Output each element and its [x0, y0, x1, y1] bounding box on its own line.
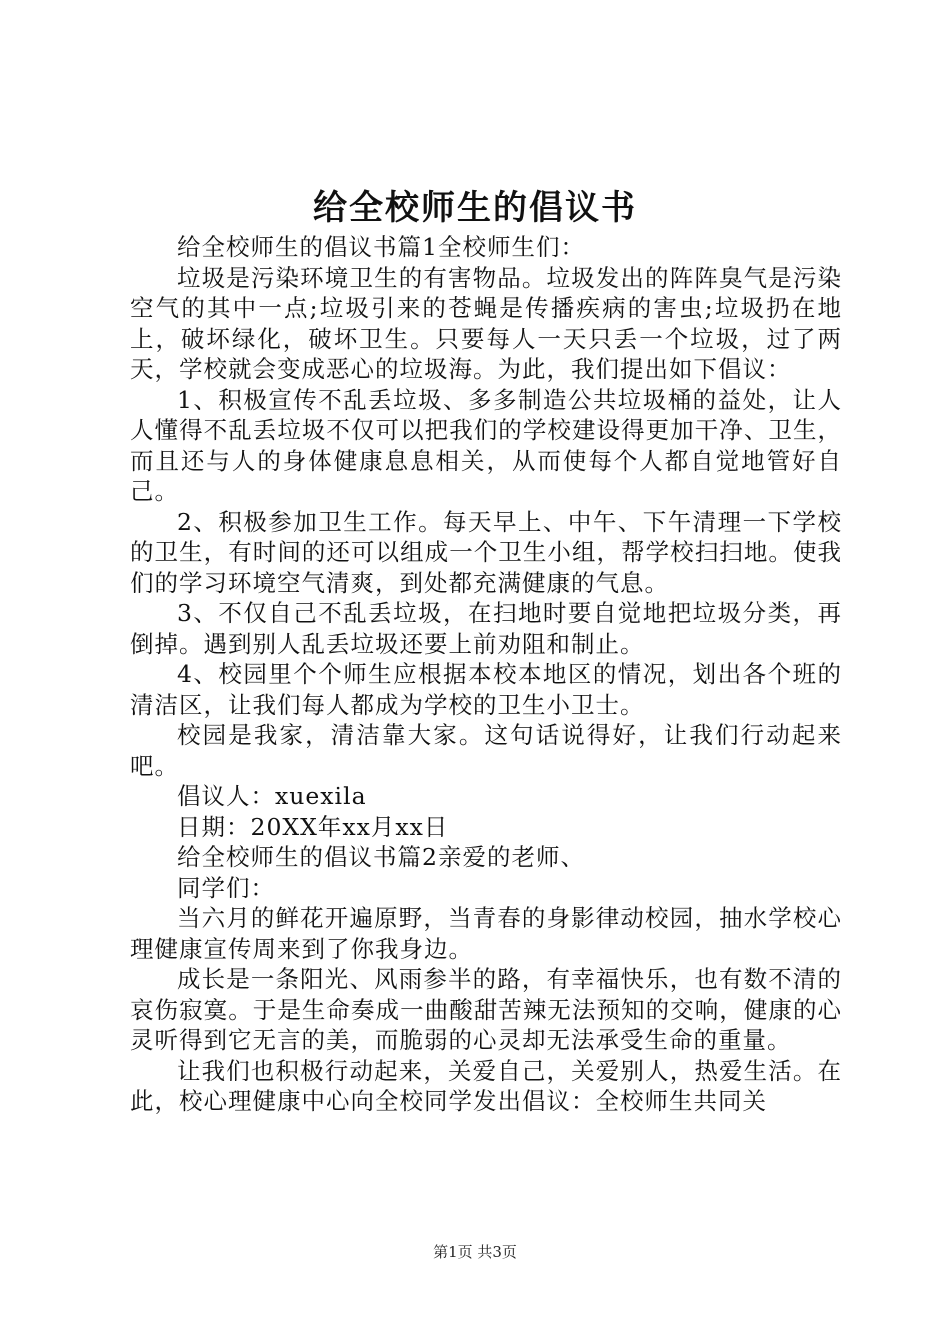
paragraph: 3、不仅自己不乱丢垃圾，在扫地时要自觉地把垃圾分类，再倒掉。遇到别人乱丢垃圾还要上前劝阻和制止。 [130, 599, 842, 658]
signature-line: 倡议人：xuexila [177, 782, 367, 810]
paragraph: 2、积极参加卫生工作。每天早上、中午、下午清理一下学校的卫生，有时间的还可以组成一个卫生小组，帮学校扫扫地。使我们的学习环境空气清爽，到处都充满健康的气息。 [130, 507, 842, 597]
document-title: 给全校师生的倡议书 [313, 188, 637, 228]
paragraph: 成长是一条阳光、风雨参半的路，有幸福快乐，也有数不清的哀伤寂寞。于是生命奏成一曲酸甜苦辣无法预知的交响，健康的心灵听得到它无言的美，而脆弱的心灵却无法承受生命的重量。 [130, 965, 842, 1054]
paragraph: 给全校师生的倡议书篇1全校师生们： [177, 233, 585, 261]
paragraph: 垃圾是污染环境卫生的有害物品。垃圾发出的阵阵臭气是污染空气的其中一点;垃圾引来的苍蝇是传播疾病的害虫;垃圾扔在地上，破坏绿化，破坏卫生。只要每人一天只丢一个垃圾，过了两天，学校就会变成恶心的垃圾海。为此，我们提出如下倡议： [130, 263, 842, 383]
section-heading: 给全校师生的倡议书篇2亲爱的老师、 [177, 843, 585, 871]
date-line: 日期：20XX年xx月xx日 [177, 812, 449, 841]
document-body [130, 232, 842, 1117]
paragraph: 让我们也积极行动起来，关爱自己，关爱别人，热爱生活。在此，校心理健康中心向全校同学发出倡议：全校师生共同关 [130, 1056, 842, 1115]
paragraph: 1、积极宣传不乱丢垃圾、多多制造公共垃圾桶的益处，让人人懂得不乱丢垃圾不仅可以把我们的学校建设得更加干净、卫生，而且还与人的身体健康息息相关，从而使每个人都自觉地管好自己。 [130, 385, 842, 505]
salutation: 同学们： [177, 873, 275, 902]
page-number: 第1页 共3页 [433, 1243, 517, 1261]
paragraph: 校园是我家，清洁靠大家。这句话说得好，让我们行动起来吧。 [130, 721, 842, 780]
paragraph: 当六月的鲜花开遍原野，当青春的身影律动校园，抽水学校心理健康宣传周来到了你我身边。 [130, 904, 842, 963]
paragraph: 4、校园里个个师生应根据本校本地区的情况，划出各个班的清洁区，让我们每人都成为学校的卫生小卫士。 [130, 660, 842, 719]
